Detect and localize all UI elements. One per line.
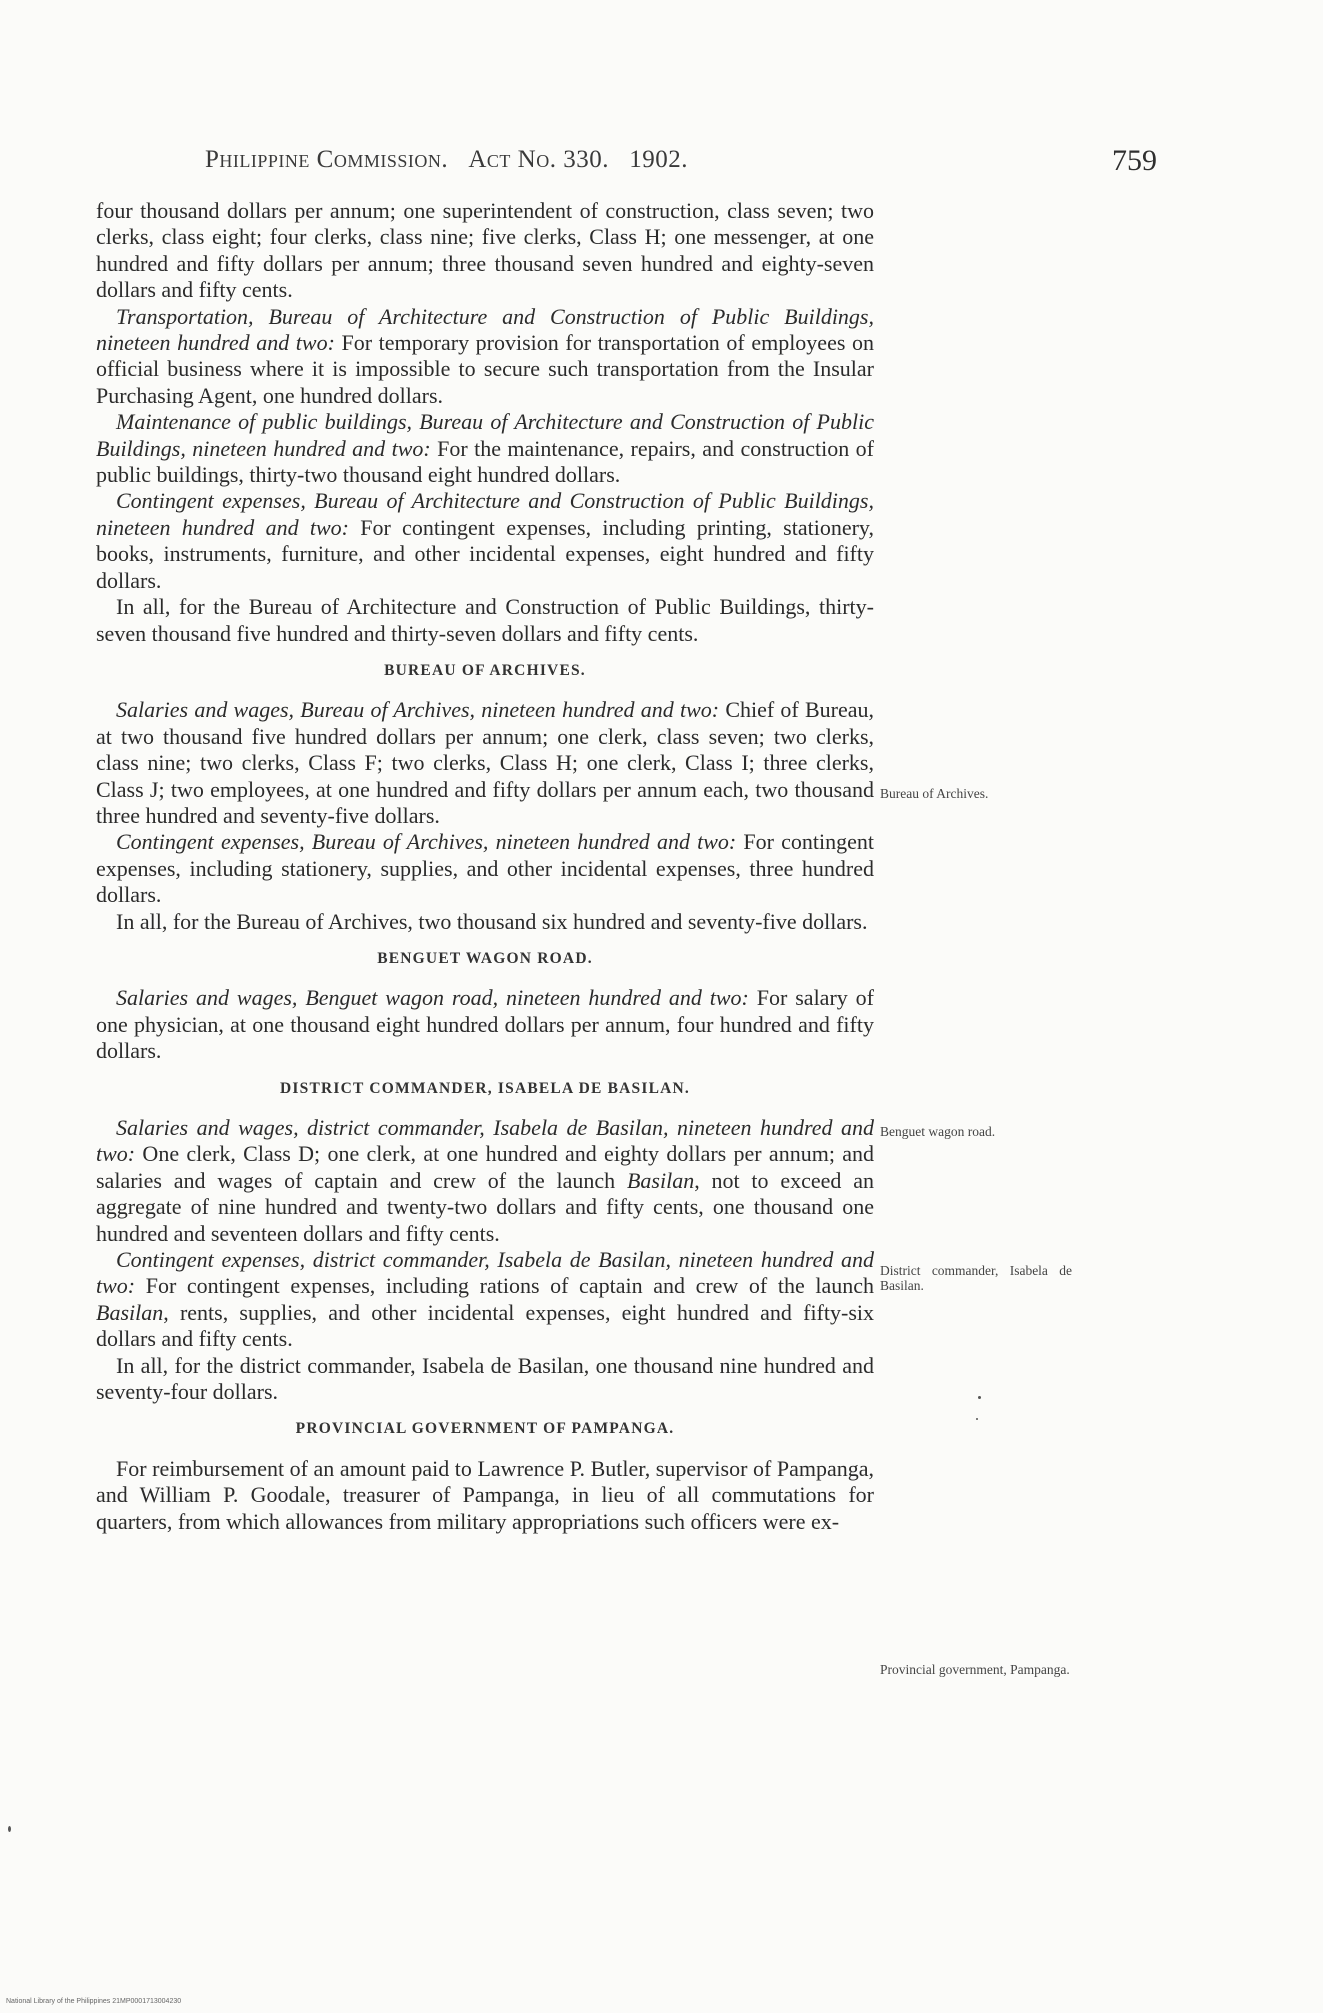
item-heading: Contingent expenses, Bureau of Archives, nineteen hundred and two: [116, 829, 737, 855]
main-text [96, 198, 874, 1535]
paragraph [96, 1115, 874, 1247]
paragraph [96, 1247, 874, 1353]
paragraph [96, 697, 874, 829]
running-head-act-number: 330. [563, 146, 609, 173]
speck-mark [978, 1396, 981, 1399]
speck-mark [976, 1418, 978, 1420]
page-number: 759 [1112, 144, 1157, 177]
item-text: One clerk, Class D; one clerk, at one hundred and eighty dollars per annum; and salaries and wages of captain and crew of the launch [96, 1141, 874, 1193]
speck-mark [8, 1826, 11, 1832]
item-heading: Contingent expenses, district commander, Isabela de Basilan, nineteen hundred and two: [96, 1247, 874, 1299]
running-head-year: 1902. [629, 146, 688, 173]
item-heading: Transportation, Bureau of Architecture and Construction of Public Buildings, nineteen hundred and two: [96, 303, 874, 356]
paragraph: For reimbursement of an amount paid to Lawrence P. Butler, supervisor of Pampanga, and William P. Goodale, treasurer of Pampanga, in lieu of all commutations for quarters, from which allowances from military appropriations such officers were ex- [96, 1455, 874, 1534]
item-text: For contingent expenses, including rations of captain and crew of the launch [135, 1273, 874, 1299]
launch-name: Basilan [626, 1167, 695, 1193]
item-text: For temporary provision for transportation of employees on official business where it is impossible to secure such transportation from the Insular Purchasing Agent, one hundred dollars. [96, 330, 874, 408]
item-text: Chief of Bureau, at two thousand five hundred dollars per annum; one clerk, class seven; two clerks, class nine; two clerks, Class F; two clerks, Class H; one clerk, Class I; three clerks, Class J; two employees, at one hundred and fifty dollars per annum each, two thousand three hundred and seventy-five dollars. [96, 697, 874, 828]
item-text: , rents, supplies, and other incidental expenses, eight hundred and fifty-six dollars and fifty cents. [96, 1299, 874, 1352]
item-text: , not to exceed an aggregate of nine hundred and twenty-two dollars and fifty cents, one thousand one hundred and seventeen dollars and fifty cents. [96, 1167, 874, 1246]
item-text: For contingent expenses, including printing, stationery, books, instruments, furniture, and other incidental expenses, eight hundred and fifty dollars. [96, 514, 875, 593]
paragraph: In all, for the district commander, Isabela de Basilan, one thousand nine hundred and seventy-four dollars. [96, 1352, 874, 1405]
margin-note-pampanga: Provincial government, Pampanga. [880, 1662, 1070, 1677]
section-heading-benguet: BENGUET WAGON ROAD. [377, 949, 593, 967]
item-heading: Salaries and wages, Bureau of Archives, nineteen hundred and two: [116, 697, 720, 723]
item-heading: Contingent expenses, Bureau of Architecture and Construction of Public Buildings, nineteen hundred and two: [96, 488, 874, 540]
item-heading: Maintenance of public buildings, Bureau of Architecture and Construction of Public Buildings, nineteen hundred and two: [96, 409, 874, 461]
paragraph: four thousand dollars per annum; one superintendent of construction, class seven; two clerks, class eight; four clerks, class nine; five clerks, Class H; one messenger, at one hundred and fifty dollars per annum; three thousand seven hundred and eighty-seven dollars and fifty cents. [96, 198, 874, 303]
running-head [205, 146, 688, 174]
paragraph [96, 304, 874, 410]
paragraph [96, 829, 874, 908]
section-heading-district-commander: DISTRICT COMMANDER, ISABELA DE BASILAN. [280, 1079, 690, 1097]
paragraph [96, 409, 874, 488]
footer-attribution: National Library of the Philippines 21MP0001713004230 [6, 1998, 182, 2005]
item-heading: Salaries and wages, Benguet wagon road, nineteen hundred and two: [116, 985, 749, 1011]
running-head-act-label: Act No. [468, 146, 557, 173]
margin-note-archives: Bureau of Archives. [880, 786, 989, 801]
item-text: For the maintenance, repairs, and construction of public buildings, thirty-two thousand eight hundred dollars. [96, 435, 874, 488]
paragraph: In all, for the Bureau of Architecture and Construction of Public Buildings, thirty-seven thousand five hundred and thirty-seven dollars and fifty cents. [96, 594, 874, 646]
item-text: For salary of one physician, at one thousand eight hundred dollars per annum, four hundred and fifty dollars. [96, 985, 874, 1064]
launch-name: Basilan [96, 1299, 164, 1325]
running-head-title: Philippine Commission. [205, 146, 449, 173]
paragraph: In all, for the Bureau of Archives, two thousand six hundred and seventy-five dollars. [116, 908, 868, 934]
paragraph [96, 488, 874, 594]
margin-note-district: District commander, Isabela de Basilan. [880, 1263, 1072, 1293]
paragraph [96, 985, 874, 1064]
item-text: For contingent expenses, including stationery, supplies, and other incidental expenses, three hundred dollars. [96, 829, 874, 908]
section-heading-pampanga: PROVINCIAL GOVERNMENT OF PAMPANGA. [295, 1420, 675, 1438]
margin-note-benguet: Benguet wagon road. [880, 1124, 996, 1139]
section-heading-archives: BUREAU OF ARCHIVES. [384, 661, 586, 679]
item-heading: Salaries and wages, district commander, Isabela de Basilan, nineteen hundred and two: [96, 1115, 874, 1167]
